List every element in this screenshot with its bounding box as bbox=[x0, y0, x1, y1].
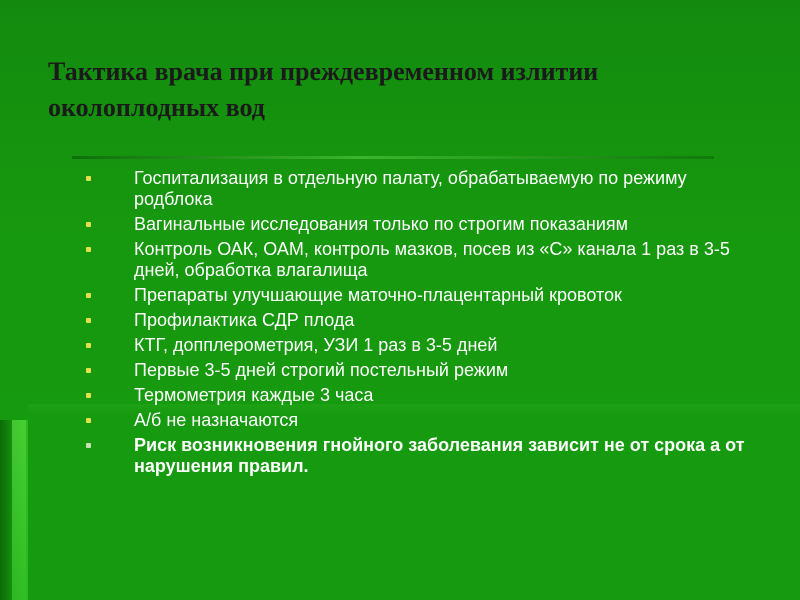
list-item-text: Препараты улучшающие маточно-плацентарный кровоток bbox=[134, 285, 622, 305]
list-item-text: КТГ, допплерометрия, УЗИ 1 раз в 3-5 дней bbox=[134, 335, 498, 355]
list-item bbox=[80, 168, 770, 210]
bullet-icon bbox=[86, 222, 91, 227]
bullet-icon bbox=[86, 393, 91, 398]
title-divider bbox=[72, 156, 714, 159]
list-item-text: Риск возникновения гнойного заболевания зависит не от срока а от нарушения правил. bbox=[134, 435, 745, 476]
bullet-icon bbox=[86, 176, 91, 181]
bullet-icon bbox=[86, 443, 91, 448]
bullet-icon bbox=[86, 293, 91, 298]
list-item bbox=[80, 214, 770, 235]
decorative-left-highlight bbox=[12, 420, 26, 600]
list-item-text: Термометрия каждые 3 часа bbox=[134, 385, 374, 405]
list-item bbox=[80, 285, 770, 306]
bullet-icon bbox=[86, 368, 91, 373]
list-item bbox=[80, 385, 770, 406]
list-item bbox=[80, 239, 770, 281]
list-item-text: Вагинальные исследования только по строгим показаниям bbox=[134, 214, 629, 234]
bullet-icon bbox=[86, 318, 91, 323]
list-item-text: Контроль ОАК, ОАМ, контроль мазков, посев из «С» канала 1 раз в 3-5 дней, обработка влагалища bbox=[134, 239, 730, 280]
list-item-text: А/б не назначаются bbox=[134, 410, 299, 430]
list-item-text: Госпитализация в отдельную палату, обрабатываемую по режиму родблока bbox=[134, 168, 687, 209]
list-item-text: Профилактика СДР плода bbox=[134, 310, 355, 330]
list-item-emphasis bbox=[80, 435, 770, 477]
slide-title: Тактика врача при преждевременном излитии околоплодных вод bbox=[48, 57, 599, 122]
list-item-text: Первые 3-5 дней строгий постельный режим bbox=[134, 360, 509, 380]
bullet-icon bbox=[86, 247, 91, 252]
list-item bbox=[80, 360, 770, 381]
bullet-list bbox=[80, 168, 770, 481]
list-item bbox=[80, 310, 770, 331]
list-item bbox=[80, 335, 770, 356]
bullet-icon bbox=[86, 343, 91, 348]
bullet-icon bbox=[86, 418, 91, 423]
list-item bbox=[80, 410, 770, 431]
